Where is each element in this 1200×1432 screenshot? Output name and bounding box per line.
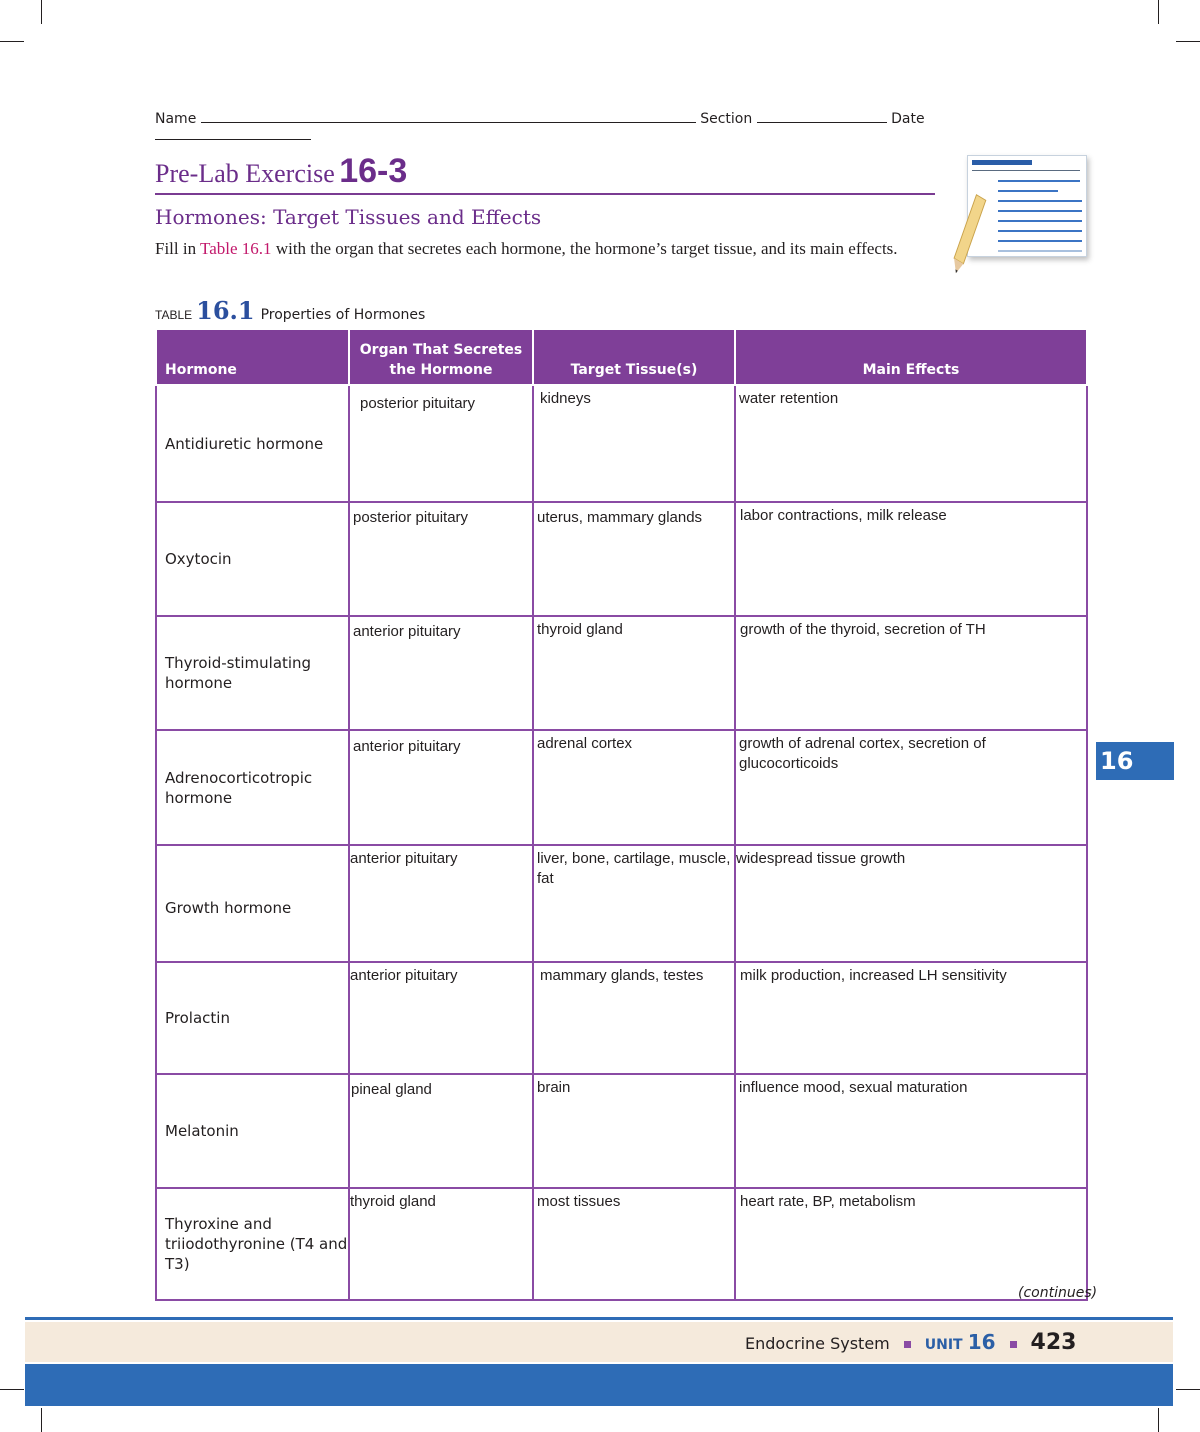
- effects-cell[interactable]: growth of adrenal cortex, secretion of glucocorticoids: [735, 730, 1087, 845]
- continues-note: (continues): [1018, 1285, 1098, 1301]
- footer-unit-label: UNIT: [924, 1337, 963, 1353]
- column-header-organ: Organ That Secretes the Hormone: [349, 329, 533, 385]
- effects-cell[interactable]: labor contractions, milk release: [735, 502, 1087, 616]
- footer-rule: [25, 1317, 1173, 1320]
- instructions-before: Fill in: [155, 239, 201, 258]
- date-field[interactable]: [155, 127, 311, 140]
- target-cell[interactable]: uterus, mammary glands: [533, 502, 735, 616]
- sheet-line: [998, 230, 1082, 232]
- hormone-cell: Prolactin: [156, 962, 349, 1074]
- chapter-tab: 16: [1096, 742, 1174, 780]
- instructions: [155, 238, 935, 260]
- column-header-hormone: Hormone: [156, 329, 349, 385]
- exercise-number: 16-3: [339, 152, 408, 190]
- hormone-cell: Antidiuretic hormone: [156, 385, 349, 502]
- crop-mark: [1158, 1408, 1159, 1432]
- table-row: [156, 1188, 1087, 1300]
- effects-cell[interactable]: heart rate, BP, metabolism: [735, 1188, 1087, 1300]
- effects-cell[interactable]: milk production, increased LH sensitivity: [735, 962, 1087, 1074]
- table-row: [156, 730, 1087, 845]
- date-label: Date: [891, 111, 925, 127]
- target-cell[interactable]: kidneys: [533, 385, 735, 502]
- hormone-cell: Thyroid-stimulating hormone: [156, 616, 349, 730]
- crop-mark: [1158, 0, 1159, 24]
- column-header-effects: Main Effects: [735, 329, 1087, 385]
- table-row: [156, 502, 1087, 616]
- table-reference-link[interactable]: Table 16.1: [200, 239, 272, 258]
- page-footer: [745, 1330, 1076, 1355]
- pencil-icon: [949, 191, 989, 275]
- sheet-line: [972, 170, 1080, 171]
- footer-separator-icon: [904, 1341, 911, 1348]
- name-field[interactable]: [201, 110, 696, 123]
- footer-blue-bar: [25, 1364, 1173, 1406]
- organ-cell[interactable]: anterior pituitary: [349, 845, 533, 962]
- crop-mark: [0, 41, 24, 42]
- hormone-cell: Adrenocorticotropic hormone: [156, 730, 349, 845]
- effects-cell[interactable]: water retention: [735, 385, 1087, 502]
- footer-chapter: Endocrine System: [745, 1334, 890, 1353]
- target-cell[interactable]: most tissues: [533, 1188, 735, 1300]
- table-caption-number: 16.1: [196, 296, 255, 325]
- sheet-line: [998, 250, 1082, 252]
- organ-cell[interactable]: anterior pituitary: [349, 962, 533, 1074]
- organ-cell[interactable]: anterior pituitary: [349, 730, 533, 845]
- exercise-prefix: Pre-Lab Exercise: [155, 159, 335, 188]
- hormone-cell: Growth hormone: [156, 845, 349, 962]
- table-header-row: [156, 329, 1087, 385]
- column-header-target: Target Tissue(s): [533, 329, 735, 385]
- sheet-line: [998, 210, 1082, 212]
- target-cell[interactable]: liver, bone, cartilage, muscle, fat: [533, 845, 735, 962]
- target-cell[interactable]: brain: [533, 1074, 735, 1188]
- target-cell[interactable]: mammary glands, testes: [533, 962, 735, 1074]
- crop-mark: [0, 1389, 24, 1390]
- crop-mark: [41, 0, 42, 24]
- table-row: [156, 616, 1087, 730]
- table-row: [156, 962, 1087, 1074]
- effects-cell[interactable]: growth of the thyroid, secretion of TH: [735, 616, 1087, 730]
- organ-cell[interactable]: anterior pituitary: [349, 616, 533, 730]
- effects-cell[interactable]: widespread tissue growth: [735, 845, 1087, 962]
- crop-mark: [1176, 41, 1200, 42]
- exercise-title: [155, 152, 935, 195]
- page-number: 423: [1030, 1330, 1077, 1355]
- organ-cell[interactable]: posterior pituitary: [349, 385, 533, 502]
- sheet-line: [998, 240, 1082, 242]
- section-field[interactable]: [757, 110, 887, 123]
- target-cell[interactable]: adrenal cortex: [533, 730, 735, 845]
- sheet-line: [998, 200, 1082, 202]
- name-label: Name: [155, 111, 197, 127]
- table-row: [156, 385, 1087, 502]
- target-cell[interactable]: thyroid gland: [533, 616, 735, 730]
- section-label: Section: [700, 111, 753, 127]
- student-header: [155, 110, 1085, 144]
- table-caption-title: Properties of Hormones: [260, 307, 426, 323]
- sheet-line: [998, 190, 1058, 192]
- table-row: [156, 845, 1087, 962]
- sheet-line: [998, 220, 1082, 222]
- sheet-bar: [972, 160, 1032, 165]
- hormone-cell: Melatonin: [156, 1074, 349, 1188]
- instructions-after: with the organ that secretes each hormone, the hormone’s target tissue, and its main effects.: [271, 239, 898, 258]
- crop-mark: [1176, 1389, 1200, 1390]
- worksheet-pencil-icon: [945, 155, 1090, 273]
- organ-cell[interactable]: pineal gland: [349, 1074, 533, 1188]
- crop-mark: [41, 1408, 42, 1432]
- hormone-properties-table: [155, 328, 1088, 1301]
- table-caption: [155, 296, 425, 325]
- organ-cell[interactable]: posterior pituitary: [349, 502, 533, 616]
- exercise-subtitle: Hormones: Target Tissues and Effects: [155, 205, 542, 229]
- sheet-line: [998, 180, 1080, 182]
- table-caption-label: TABLE: [155, 308, 193, 322]
- footer-unit-number: 16: [967, 1330, 996, 1354]
- footer-separator-icon: [1010, 1341, 1017, 1348]
- table-row: [156, 1074, 1087, 1188]
- effects-cell[interactable]: influence mood, sexual maturation: [735, 1074, 1087, 1188]
- organ-cell[interactable]: thyroid gland: [349, 1188, 533, 1300]
- hormone-cell: Oxytocin: [156, 502, 349, 616]
- hormone-cell: Thyroxine and triiodothyronine (T4 and T3): [156, 1188, 349, 1300]
